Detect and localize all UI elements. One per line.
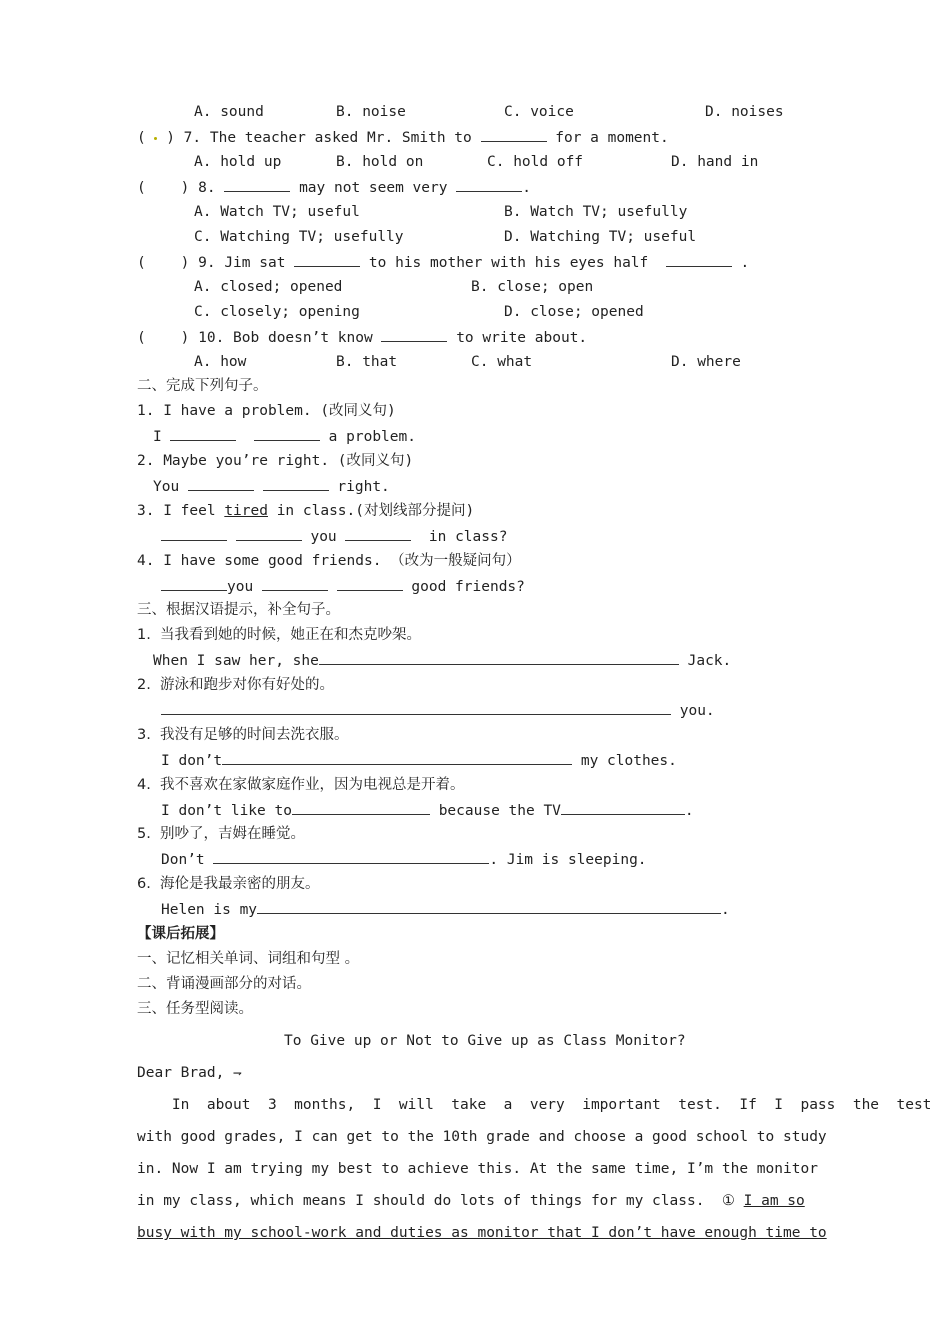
s3-item2-chinese: 2. 游泳和跑步对你有好处的。: [137, 677, 335, 693]
q9-stem-end: .: [740, 255, 750, 271]
answer-prefix: I don’t like to: [161, 803, 292, 819]
s3-item3-chinese: 3. 我没有足够的时间去洗衣服。: [137, 727, 349, 743]
q9-option-c: C. closely; opening: [194, 304, 360, 320]
answer-blank[interactable]: [456, 178, 522, 192]
s2-item1: 1. I have a problem. (改同义句): [137, 403, 396, 419]
s3-item4-chinese: 4. 我不喜欢在家做家庭作业，因为电视总是开着。: [137, 777, 465, 793]
s3-item2-english: [161, 701, 715, 720]
answer-blank[interactable]: [254, 427, 320, 441]
passage-text: in my class, which means I should do lots of things for my class. ①: [137, 1193, 744, 1209]
q8-line: [137, 178, 531, 197]
answer-paren-close: ): [166, 130, 175, 146]
answer-blank[interactable]: [381, 328, 447, 342]
answer-suffix: you.: [679, 703, 715, 719]
answer-blank[interactable]: [262, 577, 328, 591]
answer-suffix: good friends?: [411, 579, 525, 595]
answer-blank[interactable]: [263, 477, 329, 491]
extension-item2: 二、背诵漫画部分的对话。: [137, 976, 311, 992]
answer-mid: you: [310, 529, 337, 545]
answer-paren: ( ): [137, 180, 190, 196]
answer-prefix: Don’t: [161, 852, 205, 868]
passage-line-3: in. Now I am trying my best to achieve this. At the same time, I’m the monitor: [137, 1161, 818, 1177]
passage-line-5: busy with my school-work and duties as monitor that I don’t have enough time to: [137, 1225, 827, 1241]
q9-option-b: B. close; open: [471, 279, 594, 295]
q10-stem: 10. Bob doesn’t know: [198, 330, 373, 346]
s2-item2: 2. Maybe you’re right. (改同义句): [137, 453, 414, 469]
answer-prefix: You: [153, 479, 180, 495]
answer-suffix: . Jim is sleeping.: [489, 852, 647, 868]
underlined-sentence: I am so: [743, 1193, 805, 1209]
s3-item3-english: [161, 751, 677, 770]
passage-line-4: [137, 1192, 805, 1210]
answer-blank[interactable]: [213, 850, 489, 864]
answer-prefix: I don’t: [161, 753, 223, 769]
answer-suffix: in class?: [428, 529, 508, 545]
answer-blank[interactable]: [161, 527, 227, 541]
answer-blank[interactable]: [222, 751, 572, 765]
answer-prefix: When I saw her, she: [153, 653, 319, 669]
answer-suffix: my clothes.: [580, 753, 677, 769]
answer-mid: you: [227, 579, 254, 595]
q10-line: [137, 328, 587, 347]
s3-item5-english: [161, 850, 647, 869]
answer-blank[interactable]: [345, 527, 411, 541]
ink-dot: [154, 137, 157, 140]
s2-item2-answer: [153, 477, 390, 496]
answer-suffix: Jack.: [687, 653, 732, 669]
s3-item6-english: [161, 900, 730, 919]
answer-suffix: .: [684, 803, 694, 819]
q7-option-b: B. hold on: [336, 154, 424, 170]
q6-option-b: B. noise: [336, 104, 406, 120]
extension-item3: 三、任务型阅读。: [137, 1001, 253, 1017]
answer-prefix: Helen is my: [161, 902, 258, 918]
answer-prefix: I: [153, 429, 162, 445]
s2-item4: 4. I have some good friends. （改为一般疑问句）: [137, 553, 521, 569]
answer-blank[interactable]: [319, 651, 679, 665]
extension-heading: 【课后拓展】: [137, 926, 224, 942]
answer-blank[interactable]: [337, 577, 403, 591]
s2-item3-text: 3. I feel: [137, 503, 225, 519]
q6-option-d: D. noises: [705, 104, 784, 120]
passage-line-1: In about 3 months, I will take a very important test. If I pass the test: [137, 1097, 932, 1113]
q7-stem: 7. The teacher asked Mr. Smith to: [183, 130, 472, 146]
q8-option-c: C. Watching TV; usefully: [194, 229, 404, 245]
q8-stem: may not seem very: [299, 180, 448, 196]
q8-option-b: B. Watch TV; usefully: [504, 204, 688, 220]
answer-blank[interactable]: [188, 477, 254, 491]
q7-option-a: A. hold up: [194, 154, 282, 170]
s2-item3-instruction: in class.(对划线部分提问): [267, 503, 475, 519]
reading-title: To Give up or Not to Give up as Class Monitor?: [284, 1033, 686, 1049]
answer-blank[interactable]: [292, 801, 430, 815]
q8-stem-end: .: [522, 180, 531, 196]
q6-option-c: C. voice: [504, 104, 574, 120]
q7-option-c: C. hold off: [487, 154, 584, 170]
s2-item3-answer: [161, 527, 507, 546]
answer-suffix: .: [721, 902, 730, 918]
q9-stem-mid: to his mother with his eyes half: [368, 255, 649, 271]
q9-line: [137, 253, 749, 272]
answer-blank[interactable]: [257, 900, 721, 914]
answer-blank[interactable]: [224, 178, 290, 192]
q9-option-d: D. close; opened: [504, 304, 644, 320]
extension-item1: 一、记忆相关单词、词组和句型 。: [137, 951, 360, 967]
q10-option-c: C. what: [471, 354, 533, 370]
q6-option-a: A. sound: [194, 104, 264, 120]
letter-greeting: Dear Brad, ⇁: [137, 1065, 242, 1081]
s2-item3: [137, 502, 474, 520]
q10-option-b: B. that: [336, 354, 398, 370]
q7-line: [137, 128, 669, 147]
s2-item4-answer: [161, 577, 525, 596]
q10-option-a: A. how: [194, 354, 247, 370]
answer-blank[interactable]: [294, 253, 360, 267]
answer-blank[interactable]: [561, 801, 685, 815]
section2-heading: 二、完成下列句子。: [137, 378, 268, 394]
q8-option-a: A. Watch TV; useful: [194, 204, 360, 220]
s2-item1-answer: [153, 427, 416, 446]
q7-stem-end: for a moment.: [555, 130, 669, 146]
q7-option-d: D. hand in: [671, 154, 759, 170]
section3-heading: 三、根据汉语提示，补全句子。: [137, 602, 340, 618]
underlined-word: tired: [224, 503, 268, 519]
passage-line-2: with good grades, I can get to the 10th grade and choose a good school to study: [137, 1129, 827, 1145]
answer-blank[interactable]: [236, 527, 302, 541]
answer-paren: (: [137, 130, 155, 146]
answer-paren: ( ): [137, 255, 190, 271]
answer-blank[interactable]: [161, 577, 227, 591]
answer-suffix: a problem.: [328, 429, 416, 445]
answer-paren: ( ): [137, 330, 190, 346]
answer-blank[interactable]: [170, 427, 236, 441]
answer-blank[interactable]: [161, 701, 671, 715]
s3-item1-chinese: 1. 当我看到她的时候，她正在和杰克吵架。: [137, 627, 422, 643]
q10-option-d: D. where: [671, 354, 741, 370]
s3-item6-chinese: 6. 海伦是我最亲密的朋友。: [137, 876, 320, 892]
s3-item5-chinese: 5. 别吵了，吉姆在睡觉。: [137, 826, 306, 842]
answer-blank[interactable]: [666, 253, 732, 267]
answer-mid: because the TV: [438, 803, 561, 819]
s3-item4-english: [161, 801, 694, 820]
s3-item1-english: [153, 651, 731, 670]
q10-stem-end: to write about.: [456, 330, 588, 346]
answer-blank[interactable]: [481, 128, 547, 142]
answer-suffix: right.: [337, 479, 390, 495]
q9-stem: 9. Jim sat: [198, 255, 286, 271]
q8-number: 8.: [198, 180, 216, 196]
q9-option-a: A. closed; opened: [194, 279, 343, 295]
q8-option-d: D. Watching TV; useful: [504, 229, 697, 245]
